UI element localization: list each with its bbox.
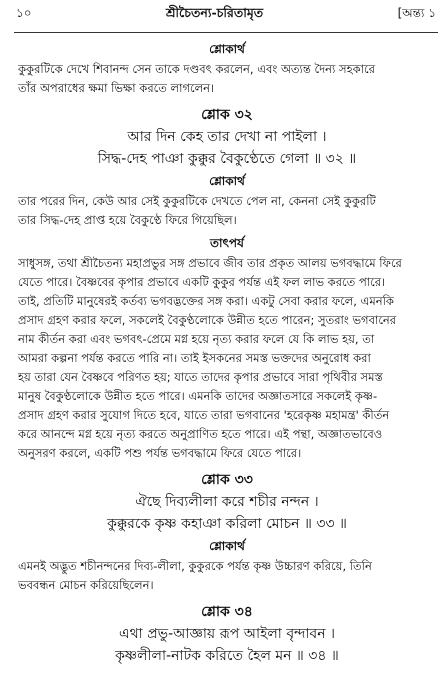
verse-line: সিদ্ধ-দেহ পাঞা কুক্কুর বৈকুণ্ঠেতে গেলা ॥ ৩২ ॥ [97,151,357,167]
verse-line: আর দিন কেহ তার দেখা না পাইলা । [127,129,327,145]
text-line: নাম কীর্তন করা এবং ভগবৎ-প্রেমে মগ্ন হয়ে নৃত্য করার ফলে যে কি লাভ হয়, তা [18,332,375,346]
page-number: ১০ [16,6,32,20]
translation-heading: শ্লোকার্থ [209,42,245,56]
text-line: তার সিদ্ধ-দেহ প্রাপ্ত হয়ে বৈকুণ্ঠে ফিরে গিয়েছিল। [18,213,237,227]
text-line: কুকুরটিকে দেখে শিবানন্দ সেন তাকে দণ্ডবৎ করলেন, এবং অত্যন্ত দৈন্য সহকারে [18,62,375,76]
text-line: প্রসাদ গ্রহণ করার ফলে, সকলেই বৈকুণ্ঠলোকে উন্নীত হতে পারেন; সুতরাং ভগবানের [18,313,397,327]
verse-text [18,623,436,667]
page-header [16,4,436,26]
text-line: তাঁর অপরাধের ক্ষমা ভিক্ষা করতে লাগলেন। [18,81,215,95]
translation-paragraph [18,192,436,230]
text-line: প্রসাদ গ্রহণ করার সুযোগ দিতে হবে, যাতে তারা ভগবানের 'হরেকৃষ্ণ মহামন্ত্র' কীর্তন [18,408,390,422]
verse-text [18,491,436,535]
verse-heading: শ্লোক ৩৩ [201,472,253,488]
verse-text [18,126,436,170]
text-line: যেতে পারে। বৈষ্ণবের কৃপার প্রভাবে একটি কুকুর পর্যন্ত এই ফল লাভ করতে পারে। [18,275,386,289]
text-line: তার পরের দিন, কেউ আর সেই কুকুরটিকে দেখতে পেল না, কেননা সেই কুকুরটি [18,194,376,208]
section-label: [অন্ত্য ১ [397,6,436,20]
text-line: সাধুসঙ্গ, তথা শ্রীচৈতন্য মহাপ্রভুর সঙ্গ প্রভাবে জীব তার প্রকৃত আলয় ভগবদ্ধামে ফিরে [18,256,402,270]
verse-heading: শ্লোক ৩২ [201,107,253,123]
text-line: ভববন্ধন মোচন করিয়েছিলেন। [18,578,154,592]
verse-line: কৃষ্ণলীলা-নাটক করিতে হৈল মন ॥ ৩৪ ॥ [115,648,339,664]
running-title: শ্রীচৈতন্য-চরিতামৃত [165,5,264,20]
text-line: হয় তারা যেন বৈষ্ণবে পরিণত হয়; যাতে তাদের কৃপার প্রভাবে সারা পৃথিবীর সমস্ত [18,370,383,384]
header-rule [14,32,438,33]
text-line: করে আনন্দে মগ্ন হয়ে নৃত্য করতে অনুপ্রাণিত হতে পারে। এই পন্থা, অজ্ঞাতভাবেও [18,427,383,441]
text-line: তাই, প্রতিটি মানুষেরই কর্তব্য ভগবদ্ভক্তের সঙ্গ করা। একটু সেবা করার ফলে, এমনকি [18,294,394,308]
verse-heading: শ্লোক ৩৪ [201,604,253,620]
text-line: এমনই অদ্ভুত শচীনন্দনের দিব্য-লীলা, কুকুরকে পর্যন্ত কৃষ্ণ উচ্চারণ করিয়ে, তিনি [18,559,372,573]
translation-heading: শ্লোকার্থ [209,539,245,553]
text-line: অনুসরণ করলে, একটি পশু পর্যন্ত ভগবদ্ধামে ফিরে যেতে পারে। [18,446,302,460]
purport-paragraph [18,254,436,463]
purport-heading: তাৎপর্য [210,236,244,250]
page-content [18,38,436,691]
translation-heading: শ্লোকার্থ [209,174,245,188]
text-line: আমরা কল্পনা পর্যন্ত করতে পারি না। তাই ইসকনের সমস্ত ভক্তদের অনুরোধ করা [18,351,371,365]
verse-line: ঐছে দিব্যলীলা করে শচীর নন্দন । [135,494,319,510]
text-line: মানুষ বৈকুণ্ঠলোকে উন্নীত হতে পারে। এমনকি তাদের অজ্ঞাতসারে সকলেই কৃষ্ণ- [18,389,378,403]
translation-paragraph [18,557,436,595]
verse-line: কুক্কুরকে কৃষ্ণ কহাঞা করিলা মোচন ॥ ৩৩ ॥ [107,516,347,532]
verse-line: এথা প্রভু-আজ্ঞায় রূপ আইলা বৃন্দাবন । [118,626,336,642]
translation-paragraph [18,60,436,98]
